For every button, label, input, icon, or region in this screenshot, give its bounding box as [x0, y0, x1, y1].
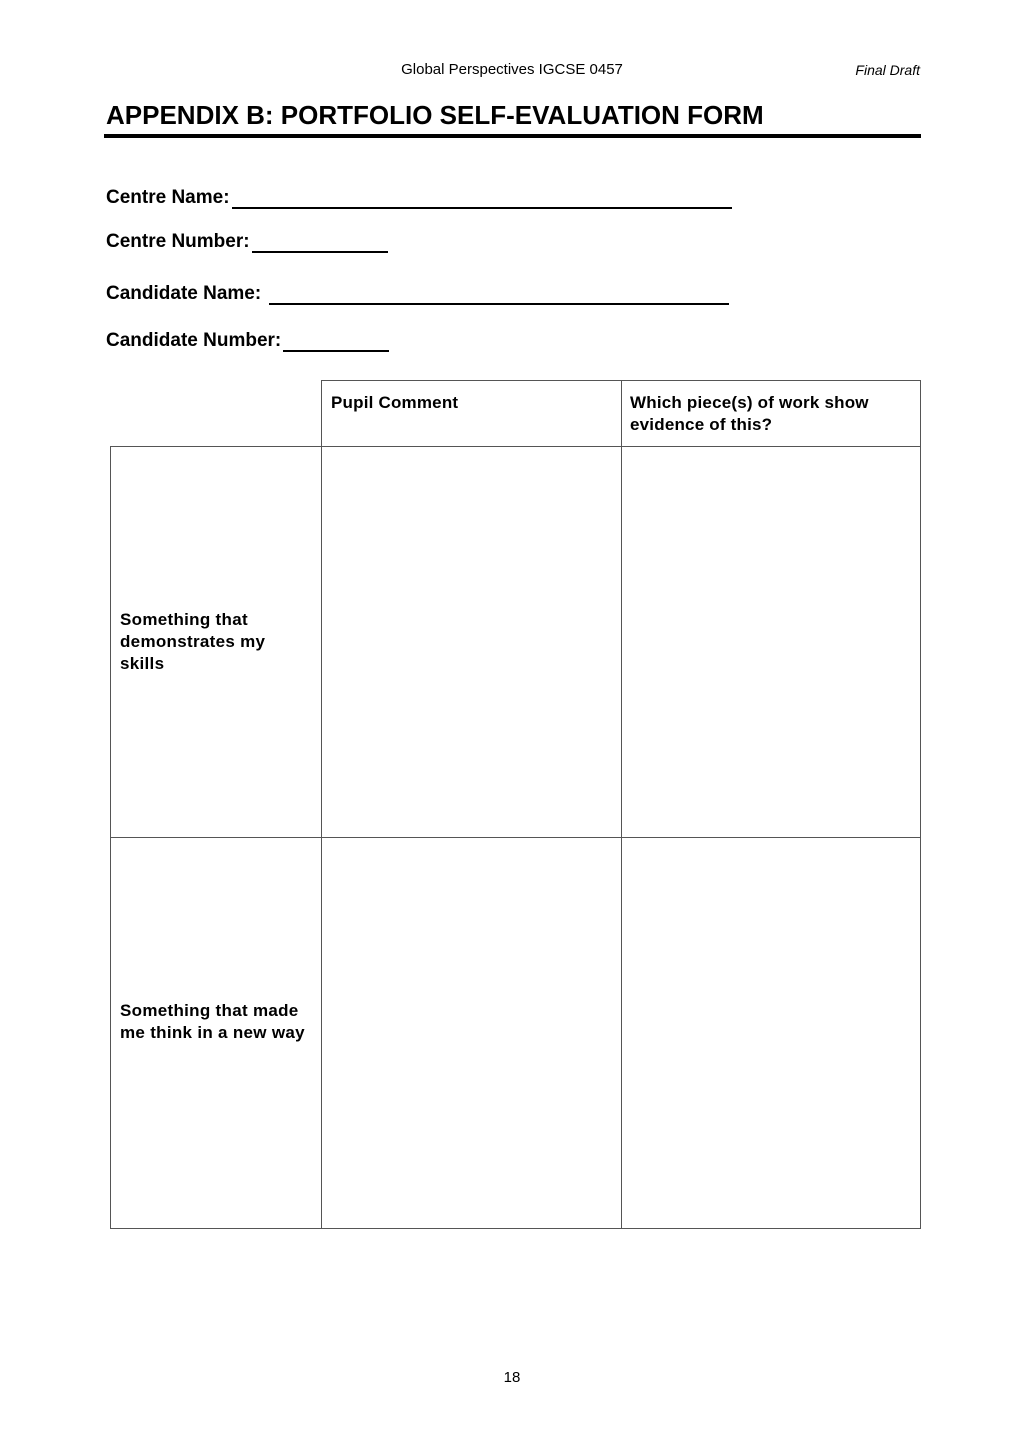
candidate-number-field [106, 330, 389, 352]
candidate-number-input[interactable] [283, 330, 389, 352]
column-header-pupil-comment: Pupil Comment [331, 393, 459, 412]
evidence-cell-new-way[interactable] [621, 837, 921, 1229]
page-header-title: Global Perspectives IGCSE 0457 [401, 61, 623, 78]
page-number: 18 [503, 1369, 521, 1386]
centre-name-input[interactable] [232, 187, 732, 209]
candidate-name-input[interactable] [269, 283, 729, 305]
centre-number-field [106, 231, 388, 253]
row-label-new-way: Something that made me think in a new way [120, 1001, 305, 1042]
centre-number-label: Centre Number: [106, 231, 250, 252]
pupil-comment-cell-new-way[interactable] [321, 837, 622, 1229]
row-label-skills: Something that demonstrates my skills [120, 610, 266, 673]
centre-number-input[interactable] [252, 231, 388, 253]
candidate-name-field [106, 283, 729, 305]
centre-name-field [106, 187, 732, 209]
column-header-evidence: Which piece(s) of work show evidence of this? [630, 393, 869, 434]
draft-status: Final Draft [855, 62, 920, 78]
heading-underline [104, 134, 921, 138]
evidence-cell-skills[interactable] [621, 446, 921, 838]
page-title: APPENDIX B: PORTFOLIO SELF-EVALUATION FORM [106, 100, 764, 130]
candidate-number-label: Candidate Number: [106, 330, 282, 351]
centre-name-label: Centre Name: [106, 187, 230, 208]
candidate-name-label: Candidate Name: [106, 283, 262, 304]
pupil-comment-cell-skills[interactable] [321, 446, 622, 838]
